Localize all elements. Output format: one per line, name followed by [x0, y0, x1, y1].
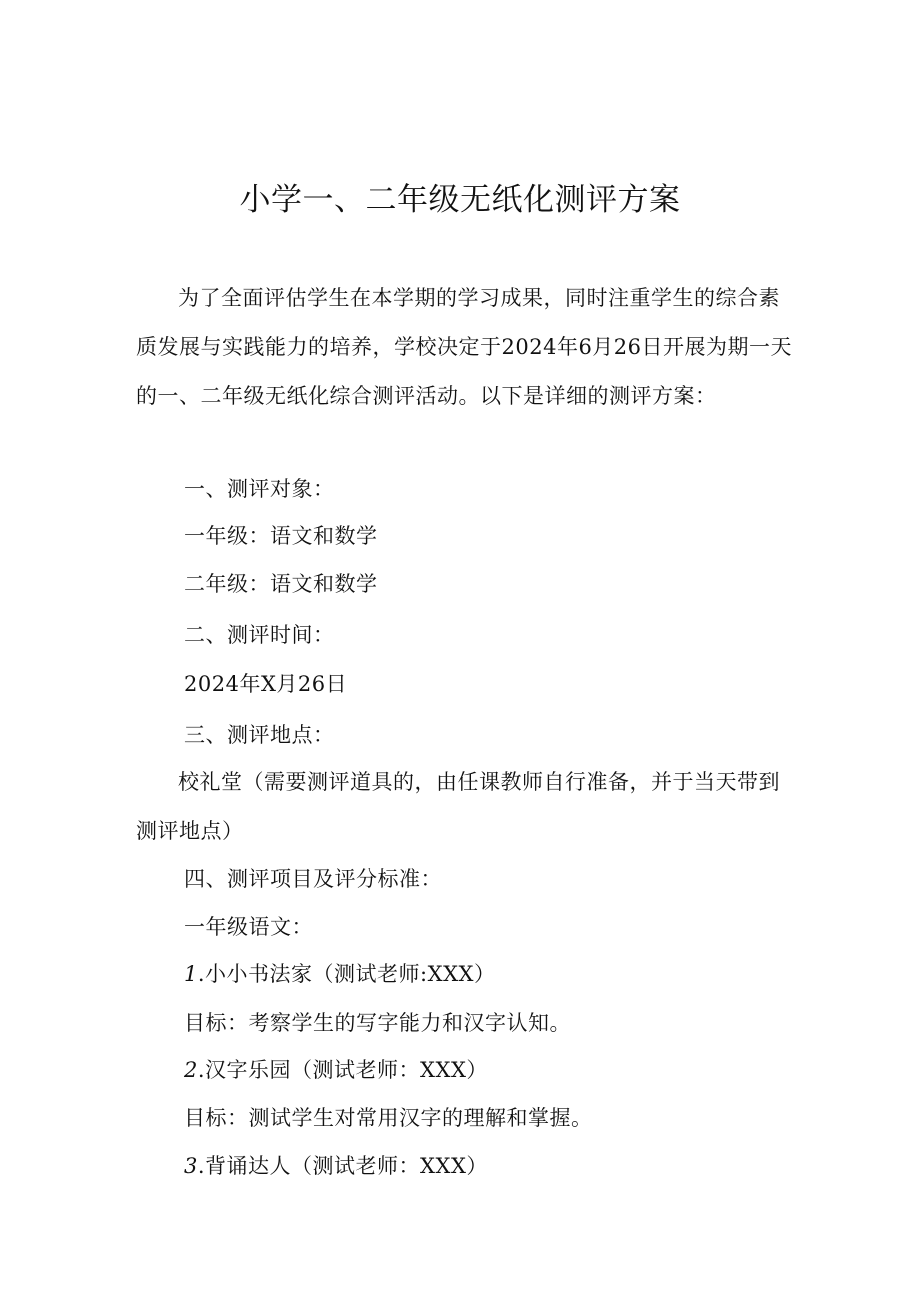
item-calligraphy-goal: 目标：考察学生的写字能力和汉字认知。	[184, 1011, 571, 1035]
item-calligraphy	[184, 956, 804, 992]
item-number: 1	[184, 962, 198, 986]
section-heading-location: 三、测评地点：	[184, 723, 335, 747]
subheading-grade1-chinese: 一年级语文：	[184, 915, 313, 939]
location-paragraph: 校礼堂（需要测评道具的，由任课教师自行准备，并于当天带到测评地点）	[136, 770, 780, 843]
intro-paragraph: 为了全面评估学生在本学期的学习成果，同时注重学生的综合素质发展与实践能力的培养，学校决定于2024年6月26日开展为期一天的一、二年级无纸化综合测评活动。以下是详细的测评方案：	[136, 286, 793, 408]
item-label: .小小书法家（测试老师:XXX）	[197, 962, 496, 986]
item-number: 2	[184, 1058, 198, 1082]
item-character-park	[184, 1052, 804, 1088]
item-character-park-goal: 目标：测试学生对常用汉字的理解和掌握。	[184, 1106, 593, 1130]
document-title: 小学一、二年级无纸化测评方案	[239, 182, 681, 218]
section-heading-items: 四、测评项目及评分标准：	[184, 867, 442, 891]
item-label: .背诵达人（测试老师：XXX）	[197, 1154, 488, 1178]
item-label: .汉字乐园（测试老师：XXX）	[197, 1058, 488, 1082]
target-grade-2: 二年级：语文和数学	[184, 572, 378, 596]
test-date: 2024年X月26日	[184, 672, 348, 696]
target-grade-1: 一年级：语文和数学	[184, 524, 378, 548]
section-heading-targets: 一、测评对象：	[184, 477, 335, 501]
item-recitation	[184, 1148, 804, 1184]
section-heading-time: 二、测评时间：	[184, 623, 335, 647]
item-number: 3	[184, 1154, 198, 1178]
